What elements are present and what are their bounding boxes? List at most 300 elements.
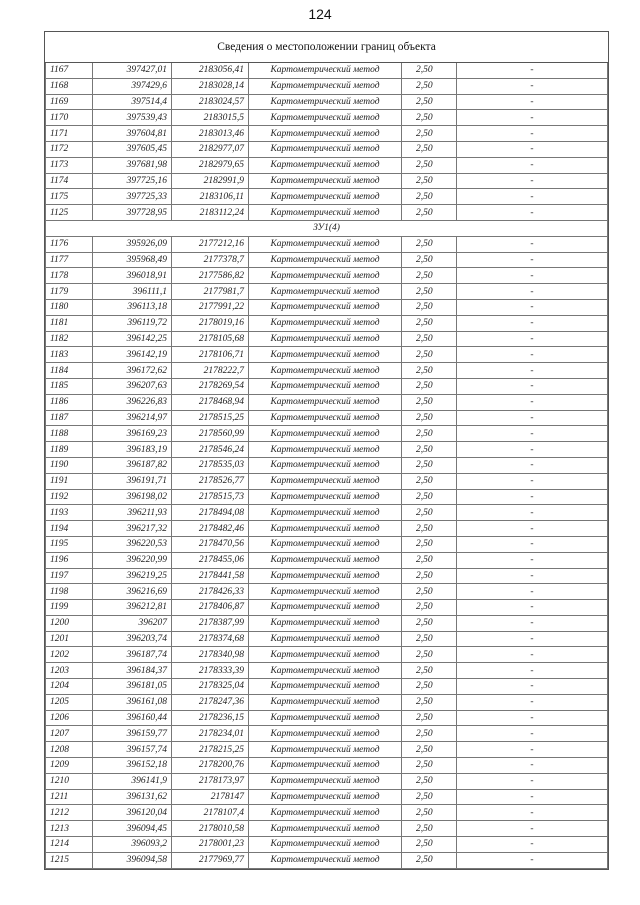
table-row <box>46 141 608 157</box>
table-row <box>46 268 608 284</box>
y-coordinate-cell: 2178107,4 <box>172 805 249 821</box>
accuracy-cell: 2,50 <box>402 110 457 126</box>
method-cell: Картометрический метод <box>249 773 402 789</box>
x-coordinate-cell: 396160,44 <box>93 710 172 726</box>
point-number-cell: 1178 <box>46 268 93 284</box>
accuracy-cell: 2,50 <box>402 331 457 347</box>
note-cell: - <box>457 647 608 663</box>
note-cell: - <box>457 821 608 837</box>
table-row <box>46 173 608 189</box>
y-coordinate-cell: 2178560,99 <box>172 426 249 442</box>
note-cell: - <box>457 268 608 284</box>
method-cell: Картометрический метод <box>249 726 402 742</box>
method-cell: Картометрический метод <box>249 489 402 505</box>
y-coordinate-cell: 2183056,41 <box>172 63 249 78</box>
point-number-cell: 1170 <box>46 110 93 126</box>
x-coordinate-cell: 397681,98 <box>93 157 172 173</box>
accuracy-cell: 2,50 <box>402 600 457 616</box>
y-coordinate-cell: 2183015,5 <box>172 110 249 126</box>
y-coordinate-cell: 2178468,94 <box>172 394 249 410</box>
x-coordinate-cell: 396191,71 <box>93 473 172 489</box>
y-coordinate-cell: 2178236,15 <box>172 710 249 726</box>
table-row <box>46 694 608 710</box>
accuracy-cell: 2,50 <box>402 473 457 489</box>
table-row <box>46 189 608 205</box>
note-cell: - <box>457 189 608 205</box>
table-row <box>46 489 608 505</box>
y-coordinate-cell: 2182979,65 <box>172 157 249 173</box>
table-row <box>46 615 608 631</box>
note-cell: - <box>457 457 608 473</box>
x-coordinate-cell: 396207,63 <box>93 378 172 394</box>
x-coordinate-cell: 396181,05 <box>93 679 172 695</box>
y-coordinate-cell: 2178535,03 <box>172 457 249 473</box>
method-cell: Картометрический метод <box>249 110 402 126</box>
accuracy-cell: 2,50 <box>402 126 457 142</box>
x-coordinate-cell: 396214,97 <box>93 410 172 426</box>
coordinates-table <box>45 63 608 869</box>
accuracy-cell: 2,50 <box>402 63 457 78</box>
y-coordinate-cell: 2178215,25 <box>172 742 249 758</box>
method-cell: Картометрический метод <box>249 600 402 616</box>
x-coordinate-cell: 397725,33 <box>93 189 172 205</box>
table-row <box>46 315 608 331</box>
accuracy-cell: 2,50 <box>402 173 457 189</box>
table-row <box>46 600 608 616</box>
x-coordinate-cell: 396142,25 <box>93 331 172 347</box>
table-heading: Сведения о местоположении границ объекта <box>45 32 608 63</box>
method-cell: Картометрический метод <box>249 837 402 853</box>
x-coordinate-cell: 396187,74 <box>93 647 172 663</box>
y-coordinate-cell: 2177981,7 <box>172 284 249 300</box>
method-cell: Картометрический метод <box>249 805 402 821</box>
table-row <box>46 742 608 758</box>
method-cell: Картометрический метод <box>249 821 402 837</box>
note-cell: - <box>457 315 608 331</box>
point-number-cell: 1193 <box>46 505 93 521</box>
y-coordinate-cell: 2178106,71 <box>172 347 249 363</box>
point-number-cell: 1192 <box>46 489 93 505</box>
note-cell: - <box>457 126 608 142</box>
y-coordinate-cell: 2183013,46 <box>172 126 249 142</box>
table-row <box>46 789 608 805</box>
point-number-cell: 1190 <box>46 457 93 473</box>
table-row <box>46 821 608 837</box>
y-coordinate-cell: 2178515,73 <box>172 489 249 505</box>
note-cell: - <box>457 331 608 347</box>
table-row <box>46 299 608 315</box>
point-number-cell: 1197 <box>46 568 93 584</box>
x-coordinate-cell: 396093,2 <box>93 837 172 853</box>
method-cell: Картометрический метод <box>249 647 402 663</box>
method-cell: Картометрический метод <box>249 410 402 426</box>
note-cell: - <box>457 63 608 78</box>
point-number-cell: 1213 <box>46 821 93 837</box>
point-number-cell: 1125 <box>46 205 93 221</box>
note-cell: - <box>457 805 608 821</box>
point-number-cell: 1167 <box>46 63 93 78</box>
x-coordinate-cell: 397429,6 <box>93 78 172 94</box>
point-number-cell: 1205 <box>46 694 93 710</box>
point-number-cell: 1206 <box>46 710 93 726</box>
note-cell: - <box>457 299 608 315</box>
y-coordinate-cell: 2178374,68 <box>172 631 249 647</box>
x-coordinate-cell: 396094,58 <box>93 852 172 868</box>
method-cell: Картометрический метод <box>249 789 402 805</box>
note-cell: - <box>457 489 608 505</box>
note-cell: - <box>457 236 608 252</box>
accuracy-cell: 2,50 <box>402 252 457 268</box>
point-number-cell: 1202 <box>46 647 93 663</box>
table-row <box>46 584 608 600</box>
y-coordinate-cell: 2178426,33 <box>172 584 249 600</box>
method-cell: Картометрический метод <box>249 631 402 647</box>
method-cell: Картометрический метод <box>249 189 402 205</box>
note-cell: - <box>457 378 608 394</box>
y-coordinate-cell: 2183112,24 <box>172 205 249 221</box>
note-cell: - <box>457 173 608 189</box>
y-coordinate-cell: 2182977,07 <box>172 141 249 157</box>
section-row <box>46 220 608 236</box>
y-coordinate-cell: 2183106,11 <box>172 189 249 205</box>
x-coordinate-cell: 396220,53 <box>93 536 172 552</box>
note-cell: - <box>457 426 608 442</box>
method-cell: Картометрический метод <box>249 363 402 379</box>
method-cell: Картометрический метод <box>249 694 402 710</box>
table-row <box>46 758 608 774</box>
y-coordinate-cell: 2178173,97 <box>172 773 249 789</box>
x-coordinate-cell: 396157,74 <box>93 742 172 758</box>
y-coordinate-cell: 2178494,08 <box>172 505 249 521</box>
table-row <box>46 94 608 110</box>
note-cell: - <box>457 584 608 600</box>
x-coordinate-cell: 396184,37 <box>93 663 172 679</box>
note-cell: - <box>457 758 608 774</box>
accuracy-cell: 2,50 <box>402 694 457 710</box>
table-row <box>46 521 608 537</box>
x-coordinate-cell: 397605,45 <box>93 141 172 157</box>
y-coordinate-cell: 2178222,7 <box>172 363 249 379</box>
accuracy-cell: 2,50 <box>402 489 457 505</box>
accuracy-cell: 2,50 <box>402 394 457 410</box>
point-number-cell: 1172 <box>46 141 93 157</box>
x-coordinate-cell: 396120,04 <box>93 805 172 821</box>
table-row <box>46 78 608 94</box>
point-number-cell: 1189 <box>46 442 93 458</box>
accuracy-cell: 2,50 <box>402 442 457 458</box>
note-cell: - <box>457 663 608 679</box>
method-cell: Картометрический метод <box>249 521 402 537</box>
accuracy-cell: 2,50 <box>402 710 457 726</box>
y-coordinate-cell: 2183024,57 <box>172 94 249 110</box>
accuracy-cell: 2,50 <box>402 236 457 252</box>
y-coordinate-cell: 2177212,16 <box>172 236 249 252</box>
note-cell: - <box>457 141 608 157</box>
note-cell: - <box>457 347 608 363</box>
point-number-cell: 1211 <box>46 789 93 805</box>
x-coordinate-cell: 396217,32 <box>93 521 172 537</box>
accuracy-cell: 2,50 <box>402 663 457 679</box>
accuracy-cell: 2,50 <box>402 631 457 647</box>
accuracy-cell: 2,50 <box>402 773 457 789</box>
table-row <box>46 679 608 695</box>
accuracy-cell: 2,50 <box>402 363 457 379</box>
method-cell: Картометрический метод <box>249 331 402 347</box>
point-number-cell: 1204 <box>46 679 93 695</box>
point-number-cell: 1214 <box>46 837 93 853</box>
x-coordinate-cell: 397427,01 <box>93 63 172 78</box>
point-number-cell: 1184 <box>46 363 93 379</box>
table-row <box>46 205 608 221</box>
note-cell: - <box>457 157 608 173</box>
point-number-cell: 1199 <box>46 600 93 616</box>
accuracy-cell: 2,50 <box>402 426 457 442</box>
note-cell: - <box>457 552 608 568</box>
point-number-cell: 1198 <box>46 584 93 600</box>
y-coordinate-cell: 2178147 <box>172 789 249 805</box>
method-cell: Картометрический метод <box>249 615 402 631</box>
y-coordinate-cell: 2182991,9 <box>172 173 249 189</box>
point-number-cell: 1179 <box>46 284 93 300</box>
y-coordinate-cell: 2178546,24 <box>172 442 249 458</box>
method-cell: Картометрический метод <box>249 584 402 600</box>
point-number-cell: 1174 <box>46 173 93 189</box>
y-coordinate-cell: 2178269,54 <box>172 378 249 394</box>
accuracy-cell: 2,50 <box>402 679 457 695</box>
note-cell: - <box>457 94 608 110</box>
note-cell: - <box>457 78 608 94</box>
note-cell: - <box>457 252 608 268</box>
note-cell: - <box>457 852 608 868</box>
y-coordinate-cell: 2178200,76 <box>172 758 249 774</box>
y-coordinate-cell: 2178441,58 <box>172 568 249 584</box>
note-cell: - <box>457 600 608 616</box>
accuracy-cell: 2,50 <box>402 189 457 205</box>
y-coordinate-cell: 2178470,56 <box>172 536 249 552</box>
accuracy-cell: 2,50 <box>402 805 457 821</box>
method-cell: Картометрический метод <box>249 141 402 157</box>
table-row <box>46 852 608 868</box>
x-coordinate-cell: 397728,95 <box>93 205 172 221</box>
point-number-cell: 1201 <box>46 631 93 647</box>
y-coordinate-cell: 2178340,98 <box>172 647 249 663</box>
note-cell: - <box>457 615 608 631</box>
table-row <box>46 347 608 363</box>
accuracy-cell: 2,50 <box>402 141 457 157</box>
table-row <box>46 631 608 647</box>
accuracy-cell: 2,50 <box>402 742 457 758</box>
accuracy-cell: 2,50 <box>402 505 457 521</box>
x-coordinate-cell: 396212,81 <box>93 600 172 616</box>
x-coordinate-cell: 396172,62 <box>93 363 172 379</box>
x-coordinate-cell: 396219,25 <box>93 568 172 584</box>
y-coordinate-cell: 2177969,77 <box>172 852 249 868</box>
x-coordinate-cell: 396142,19 <box>93 347 172 363</box>
x-coordinate-cell: 396141,9 <box>93 773 172 789</box>
x-coordinate-cell: 396159,77 <box>93 726 172 742</box>
table-row <box>46 457 608 473</box>
x-coordinate-cell: 397539,43 <box>93 110 172 126</box>
accuracy-cell: 2,50 <box>402 205 457 221</box>
point-number-cell: 1196 <box>46 552 93 568</box>
accuracy-cell: 2,50 <box>402 94 457 110</box>
method-cell: Картометрический метод <box>249 536 402 552</box>
table-row <box>46 647 608 663</box>
method-cell: Картометрический метод <box>249 284 402 300</box>
note-cell: - <box>457 742 608 758</box>
y-coordinate-cell: 2178019,16 <box>172 315 249 331</box>
accuracy-cell: 2,50 <box>402 726 457 742</box>
x-coordinate-cell: 396207 <box>93 615 172 631</box>
accuracy-cell: 2,50 <box>402 552 457 568</box>
accuracy-cell: 2,50 <box>402 521 457 537</box>
method-cell: Картометрический метод <box>249 663 402 679</box>
note-cell: - <box>457 726 608 742</box>
method-cell: Картометрический метод <box>249 315 402 331</box>
point-number-cell: 1187 <box>46 410 93 426</box>
accuracy-cell: 2,50 <box>402 268 457 284</box>
method-cell: Картометрический метод <box>249 457 402 473</box>
method-cell: Картометрический метод <box>249 157 402 173</box>
x-coordinate-cell: 397725,16 <box>93 173 172 189</box>
x-coordinate-cell: 396187,82 <box>93 457 172 473</box>
table-row <box>46 157 608 173</box>
point-number-cell: 1191 <box>46 473 93 489</box>
table-row <box>46 410 608 426</box>
accuracy-cell: 2,50 <box>402 378 457 394</box>
accuracy-cell: 2,50 <box>402 568 457 584</box>
accuracy-cell: 2,50 <box>402 852 457 868</box>
x-coordinate-cell: 396203,74 <box>93 631 172 647</box>
table-row <box>46 505 608 521</box>
page-number: 124 <box>308 6 332 22</box>
accuracy-cell: 2,50 <box>402 78 457 94</box>
x-coordinate-cell: 396111,1 <box>93 284 172 300</box>
method-cell: Картометрический метод <box>249 852 402 868</box>
table-row <box>46 442 608 458</box>
method-cell: Картометрический метод <box>249 78 402 94</box>
method-cell: Картометрический метод <box>249 63 402 78</box>
method-cell: Картометрический метод <box>249 236 402 252</box>
x-coordinate-cell: 396198,02 <box>93 489 172 505</box>
table-row <box>46 110 608 126</box>
y-coordinate-cell: 2178325,04 <box>172 679 249 695</box>
table-row <box>46 378 608 394</box>
point-number-cell: 1176 <box>46 236 93 252</box>
y-coordinate-cell: 2178247,36 <box>172 694 249 710</box>
method-cell: Картометрический метод <box>249 568 402 584</box>
y-coordinate-cell: 2178001,23 <box>172 837 249 853</box>
y-coordinate-cell: 2177378,7 <box>172 252 249 268</box>
point-number-cell: 1215 <box>46 852 93 868</box>
y-coordinate-cell: 2178234,01 <box>172 726 249 742</box>
x-coordinate-cell: 396169,23 <box>93 426 172 442</box>
accuracy-cell: 2,50 <box>402 347 457 363</box>
method-cell: Картометрический метод <box>249 299 402 315</box>
accuracy-cell: 2,50 <box>402 410 457 426</box>
table-row <box>46 236 608 252</box>
note-cell: - <box>457 837 608 853</box>
note-cell: - <box>457 394 608 410</box>
accuracy-cell: 2,50 <box>402 821 457 837</box>
y-coordinate-cell: 2178482,46 <box>172 521 249 537</box>
point-number-cell: 1195 <box>46 536 93 552</box>
note-cell: - <box>457 631 608 647</box>
table-row <box>46 773 608 789</box>
y-coordinate-cell: 2178105,68 <box>172 331 249 347</box>
table-row <box>46 663 608 679</box>
table-row <box>46 473 608 489</box>
method-cell: Картометрический метод <box>249 679 402 695</box>
accuracy-cell: 2,50 <box>402 536 457 552</box>
note-cell: - <box>457 473 608 489</box>
x-coordinate-cell: 396183,19 <box>93 442 172 458</box>
table-row <box>46 363 608 379</box>
note-cell: - <box>457 205 608 221</box>
x-coordinate-cell: 396216,69 <box>93 584 172 600</box>
note-cell: - <box>457 536 608 552</box>
x-coordinate-cell: 395968,49 <box>93 252 172 268</box>
point-number-cell: 1212 <box>46 805 93 821</box>
table-row <box>46 837 608 853</box>
x-coordinate-cell: 396018,91 <box>93 268 172 284</box>
x-coordinate-cell: 396094,45 <box>93 821 172 837</box>
table-row <box>46 536 608 552</box>
point-number-cell: 1175 <box>46 189 93 205</box>
x-coordinate-cell: 396113,18 <box>93 299 172 315</box>
point-number-cell: 1208 <box>46 742 93 758</box>
method-cell: Картометрический метод <box>249 173 402 189</box>
method-cell: Картометрический метод <box>249 205 402 221</box>
accuracy-cell: 2,50 <box>402 284 457 300</box>
note-cell: - <box>457 789 608 805</box>
point-number-cell: 1173 <box>46 157 93 173</box>
table-row <box>46 552 608 568</box>
method-cell: Картометрический метод <box>249 710 402 726</box>
method-cell: Картометрический метод <box>249 473 402 489</box>
accuracy-cell: 2,50 <box>402 457 457 473</box>
note-cell: - <box>457 284 608 300</box>
point-number-cell: 1207 <box>46 726 93 742</box>
point-number-cell: 1180 <box>46 299 93 315</box>
note-cell: - <box>457 773 608 789</box>
y-coordinate-cell: 2178526,77 <box>172 473 249 489</box>
note-cell: - <box>457 710 608 726</box>
point-number-cell: 1168 <box>46 78 93 94</box>
method-cell: Картометрический метод <box>249 552 402 568</box>
note-cell: - <box>457 363 608 379</box>
accuracy-cell: 2,50 <box>402 615 457 631</box>
x-coordinate-cell: 397514,4 <box>93 94 172 110</box>
note-cell: - <box>457 521 608 537</box>
method-cell: Картометрический метод <box>249 94 402 110</box>
method-cell: Картометрический метод <box>249 426 402 442</box>
method-cell: Картометрический метод <box>249 268 402 284</box>
y-coordinate-cell: 2177586,82 <box>172 268 249 284</box>
table-row <box>46 568 608 584</box>
table-row <box>46 710 608 726</box>
x-coordinate-cell: 396161,08 <box>93 694 172 710</box>
x-coordinate-cell: 396220,99 <box>93 552 172 568</box>
x-coordinate-cell: 395926,09 <box>93 236 172 252</box>
point-number-cell: 1200 <box>46 615 93 631</box>
accuracy-cell: 2,50 <box>402 837 457 853</box>
note-cell: - <box>457 568 608 584</box>
method-cell: Картометрический метод <box>249 442 402 458</box>
method-cell: Картометрический метод <box>249 742 402 758</box>
accuracy-cell: 2,50 <box>402 647 457 663</box>
point-number-cell: 1209 <box>46 758 93 774</box>
